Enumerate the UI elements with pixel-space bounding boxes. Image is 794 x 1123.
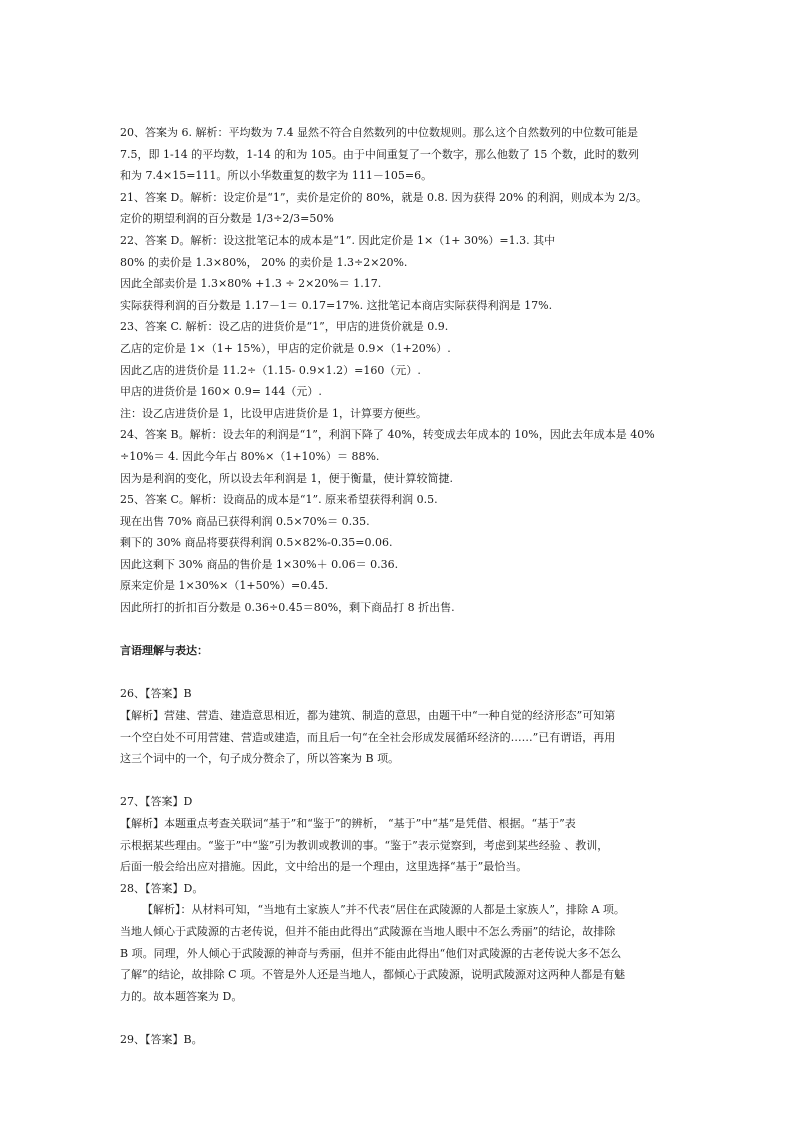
text-line: 22、答案 D。解析：设这批笔记本的成本是“1”. 因此定价是 1×（1+ 30%）=1.3. 其中 <box>120 233 556 247</box>
text-line: 了解”的结论，故排除 C 项。不管是外人还是当地人，都倾心于武陵源，说明武陵源对这两种人都是有魅 <box>120 968 626 982</box>
blank-line <box>120 770 680 792</box>
text-line: 23、答案 C. 解析：设乙店的进货价是“1”，甲店的进货价就是 0.9. <box>120 320 449 334</box>
section-heading: 言语理解与表达： <box>120 644 208 658</box>
text-line: 后面一般会给出应对措施。因此，文中给出的是一个理由，这里选择“基于”最恰当。 <box>120 860 528 874</box>
text-line: 【解析】：从材料可知，“当地有土家族人”并不代表“居住在武陵源的人都是土家族人”，排除 A 项。 <box>142 903 625 917</box>
blank-line <box>120 1007 680 1029</box>
text-line: 实际获得利润的百分数是 1.17－1＝ 0.17=17%. 这批笔记本商店实际获得利润是 17%. <box>120 298 553 312</box>
text-line: 和为 7.4×15=111。所以小华数重复的数字为 111－105=6。 <box>120 169 433 183</box>
text-line: 乙店的定价是 1×（1+ 15%），甲店的定价就是 0.9×（1+20%）. <box>120 341 451 355</box>
text-line: 定价的期望利润的百分数是 1/3÷2/3=50% <box>120 212 334 226</box>
text-line: B 项。同理，外人倾心于武陵源的神奇与秀丽，但并不能由此得出“他们对武陵源的古老传说大多不怎么 <box>120 946 622 960</box>
text-line: 28、【答案】D。 <box>120 881 204 895</box>
text-line: 原来定价是 1×30%×（1+50%）=0.45. <box>120 579 329 593</box>
text-line: 80% 的卖价是 1.3×80%， 20% 的卖价是 1.3÷2×20%. <box>120 255 408 269</box>
text-line: 24、答案 B。解析：设去年的利润是“1”，利润下降了 40%，转变成去年成本的 10%，因此去年成本是 40% <box>120 428 655 442</box>
text-line: 剩下的 30% 商品将要获得利润 0.5×82%-0.35=0.06. <box>120 536 393 550</box>
document-body <box>120 122 680 1051</box>
text-line: 25、答案 C。解析：设商品的成本是“1”. 原来希望获得利润 0.5. <box>120 493 438 507</box>
text-line: 【解析】本题重点考查关联词“基于”和“鉴于”的辨析， “基于”中“基”是凭借、根据。“基于”表 <box>120 817 576 830</box>
text-line: 20、答案为 6. 解析：平均数为 7.4 显然不符合自然数列的中位数规则。那么这个自然数列的中位数可能是 <box>120 126 638 139</box>
text-line: 27、【答案】D <box>120 795 193 809</box>
text-line: 力的。故本题答案为 D。 <box>120 989 243 1003</box>
text-line: 7.5，即 1-14 的平均数，1-14 的和为 105。由于中间重复了一个数字，那么他数了 15 个数，此时的数列 <box>120 147 639 161</box>
blank-line <box>120 662 680 684</box>
text-line: 示根据某些理由。“鉴于”中“鉴”引为教训或教训的事。“鉴于”表示觉察到，考虑到某些经验 、教训， <box>120 838 609 852</box>
text-line: 26、【答案】B <box>120 687 192 701</box>
text-line: 因此所打的折扣百分数是 0.36÷0.45＝80%，剩下商品打 8 折出售. <box>120 601 455 615</box>
text-line: 【解析】营建、营造、建造意思相近，都为建筑、制造的意思，由题干中“一种自觉的经济形态”可知第 <box>120 709 616 723</box>
text-line: 因为是利润的变化，所以设去年利润是 1，便于衡量，使计算较简捷. <box>120 471 453 485</box>
text-line: 一个空白处不可用营建、营造或建造，而且后一句“在全社会形成发展循环经济的……”已有谓语，再用 <box>120 730 616 744</box>
text-line: 当地人倾心于武陵源的古老传说，但并不能由此得出“武陵源在当地人眼中不怎么秀丽”的结论，故排除 <box>120 924 616 938</box>
text-line: 因此这剩下 30% 商品的售价是 1×30%＋ 0.06＝ 0.36. <box>120 557 399 571</box>
text-line: ÷10%＝ 4. 因此今年占 80%×（1+10%）＝ 88%. <box>120 449 380 463</box>
text-line: 注：设乙店进货价是 1，比设甲店进货价是 1，计算要方便些。 <box>120 406 427 420</box>
text-line: 29、【答案】B。 <box>120 1032 203 1046</box>
blank-line <box>120 619 680 641</box>
text-line: 因此乙店的进货价是 11.2÷（1.15- 0.9×1.2）=160（元）. <box>120 363 421 377</box>
text-line: 21、答案 D。解析：设定价是“1”，卖价是定价的 80%，就是 0.8. 因为获得 20% 的利润，则成本为 2/3。 <box>120 190 648 204</box>
text-line: 现在出售 70% 商品已获得利润 0.5×70%＝ 0.35. <box>120 514 370 528</box>
text-line: 这三个词中的一个，句子成分赘余了，所以答案为 B 项。 <box>120 752 400 766</box>
text-line: 因此全部卖价是 1.3×80% +1.3 ÷ 2×20%＝ 1.17. <box>120 277 382 291</box>
text-line: 甲店的进货价是 160× 0.9= 144（元）. <box>120 385 322 399</box>
